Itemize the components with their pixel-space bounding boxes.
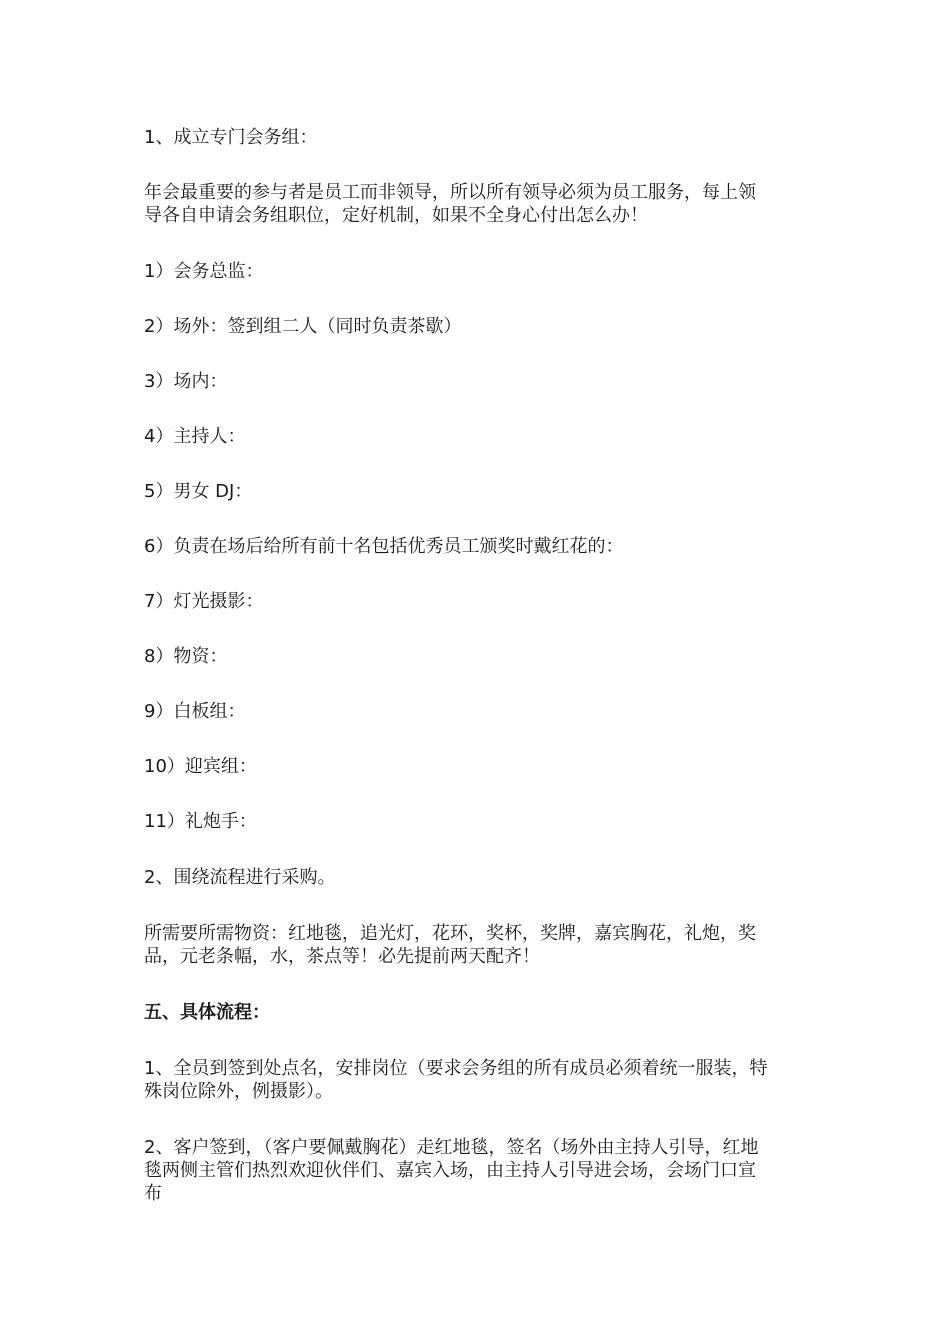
list-item-1: 1）会务总监： bbox=[144, 261, 264, 282]
list-item-2: 2）场外：签到组二人（同时负责茶歇） bbox=[144, 316, 462, 337]
list-item-8: 8）物资： bbox=[144, 646, 228, 667]
paragraph-step-2: 2、客户签到，（客户要佩戴胸花）走红地毯，签名（场外由主持人引导，红地 毯两侧主管们热烈欢迎伙伴们、嘉宾入场，由主持人引导进会场，会场门口宣 布 bbox=[144, 1137, 759, 1204]
paragraph-step-1: 1、全员到签到处点名，安排岗位（要求会务组的所有成员必须着统一服装，特 殊岗位除外，例摄影）。 bbox=[144, 1058, 768, 1102]
list-item-3: 3）场内： bbox=[144, 371, 228, 392]
section-heading-meeting-group: 1、成立专门会务组： bbox=[144, 127, 318, 148]
list-item-4: 4）主持人： bbox=[144, 426, 246, 447]
paragraph-intro: 年会最重要的参与者是员工而非领导，所以所有领导必须为员工服务，每上领 导各自申请会务组职位，定好机制，如果不全身心付出怎么办！ bbox=[144, 182, 756, 226]
paragraph-materials: 所需要所需物资：红地毯，追光灯，花环，奖杯，奖牌，嘉宾胸花，礼炮，奖 品，元老条幅，水，茶点等！必先提前两天配齐！ bbox=[144, 923, 756, 967]
list-item-9: 9）白板组： bbox=[144, 701, 246, 722]
list-item-10: 10）迎宾组： bbox=[144, 756, 257, 777]
section-heading-procurement: 2、围绕流程进行采购。 bbox=[144, 867, 336, 888]
list-item-5: 5）男女 DJ： bbox=[144, 481, 253, 502]
list-item-7: 7）灯光摄影： bbox=[144, 591, 264, 612]
list-item-6: 6）负责在场后给所有前十名包括优秀员工颁奖时戴红花的： bbox=[144, 536, 624, 557]
list-item-11: 11）礼炮手： bbox=[144, 811, 257, 832]
section-heading-process: 五、具体流程： bbox=[144, 1002, 270, 1023]
